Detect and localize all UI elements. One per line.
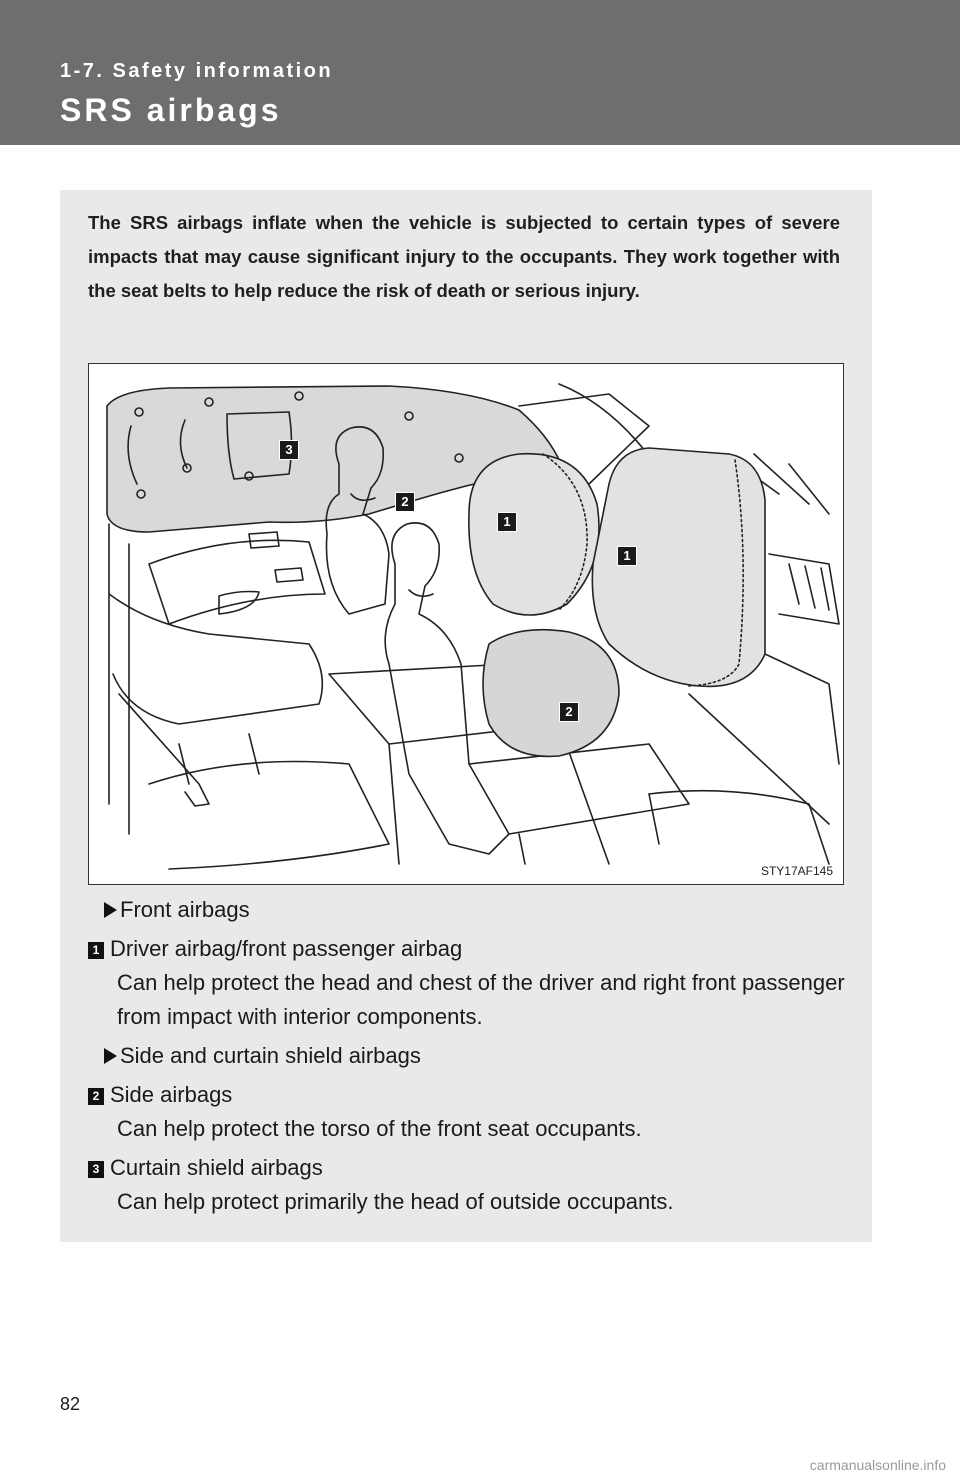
list-item-driver-passenger-airbag	[88, 932, 462, 966]
group-heading-label: Front airbags	[120, 897, 250, 922]
airbag-illustration	[88, 363, 844, 885]
triangle-arrow-icon	[104, 902, 117, 918]
group-heading-label: Side and curtain shield airbags	[120, 1043, 421, 1068]
intro-text: The SRS airbags inflate when the vehicle is subjected to certain types of severe impacts that may cause significant injury to the occupants. They work together with the seat belts to help reduce the risk of death or serious injury.	[88, 212, 840, 301]
section-title: 1-7. Safety information	[60, 60, 334, 82]
item-title: Curtain shield airbags	[110, 1155, 323, 1180]
callout-1-passenger: 1	[497, 512, 517, 532]
page-title: SRS airbags	[60, 92, 282, 128]
callout-3-curtain: 3	[279, 440, 299, 460]
number-2-badge-icon: 2	[88, 1088, 104, 1105]
callout-2-side-upper: 2	[395, 492, 415, 512]
list-item-side-airbags	[88, 1078, 232, 1112]
item-description: Can help protect primarily the head of outside occupants.	[117, 1189, 674, 1214]
callout-2-side-lower: 2	[559, 702, 579, 722]
page-number: 82	[60, 1394, 81, 1414]
page-header	[0, 0, 960, 145]
watermark: carmanualsonline.info	[809, 1457, 946, 1473]
item-title: Driver airbag/front passenger airbag	[110, 936, 463, 961]
item-title: Side airbags	[110, 1082, 233, 1107]
car-interior-drawing	[89, 364, 844, 885]
number-3-badge-icon: 3	[88, 1161, 104, 1178]
group-heading-front-airbags	[92, 893, 250, 927]
number-1-badge-icon: 1	[88, 942, 104, 959]
group-heading-side-curtain	[92, 1039, 421, 1073]
list-item-curtain-airbags	[88, 1151, 323, 1185]
figure-code: STY17AF145	[760, 864, 833, 878]
callout-1-driver: 1	[617, 546, 637, 566]
triangle-arrow-icon	[104, 1048, 117, 1064]
item-description: Can help protect the torso of the front seat occupants.	[117, 1116, 642, 1141]
item-description: Can help protect the head and chest of the driver and right front passenger from impact with interior components.	[117, 970, 845, 1029]
